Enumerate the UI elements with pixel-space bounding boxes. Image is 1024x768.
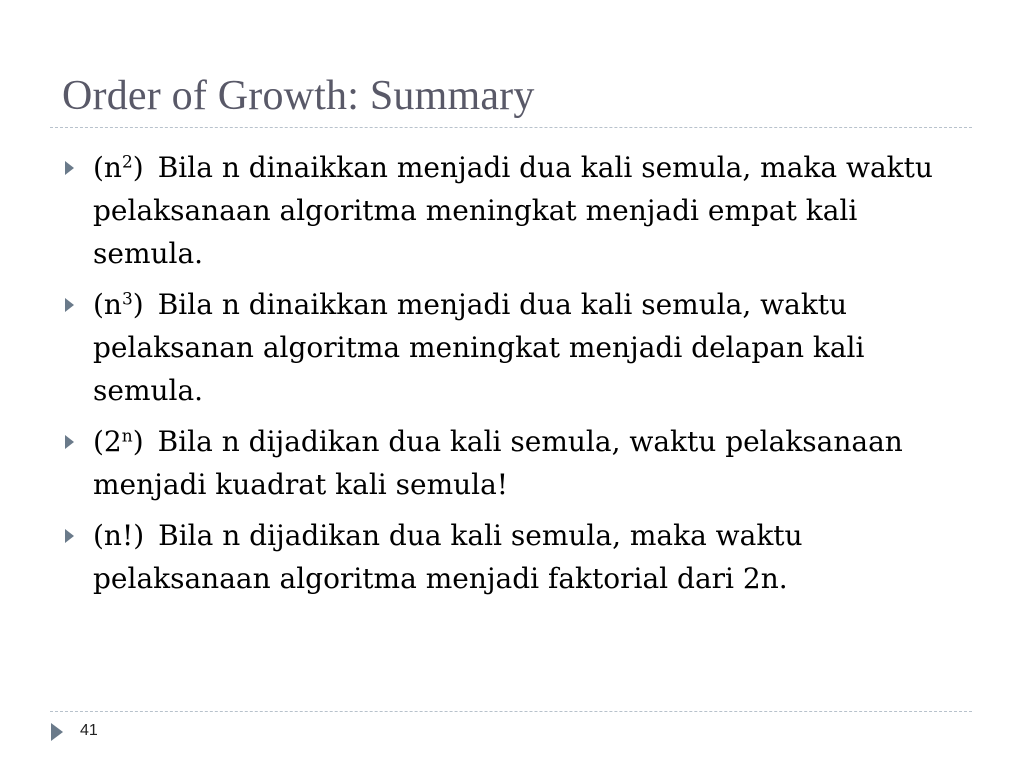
complexity-notation: $(n^3)$ — [93, 288, 144, 321]
triangle-right-icon — [65, 529, 74, 543]
slide-title: Order of Growth: Summary — [62, 73, 535, 119]
complexity-notation: (n!) — [93, 519, 145, 552]
bullet-text: Bila n dijadikan dua kali semula, maka waktu pelaksanaan algoritma menjadi faktorial dari 2n. — [93, 519, 803, 595]
complexity-notation: $(n^2)$ — [93, 151, 144, 184]
bullet-item — [63, 283, 963, 412]
bullet-text: Bila n dinaikkan menjadi dua kali semula, maka waktu pelaksanaan algoritma meningkat menjadi empat kali semula. — [93, 151, 933, 270]
bullet-list — [63, 146, 963, 608]
bullet-item — [63, 146, 963, 275]
bullet-text: Bila n dijadikan dua kali semula, waktu pelaksanaan menjadi kuadrat kali semula! — [93, 425, 903, 501]
footer-divider — [50, 711, 972, 712]
triangle-right-icon — [65, 298, 74, 312]
bullet-text: Bila n dinaikkan menjadi dua kali semula, waktu pelaksanan algoritma meningkat menjadi delapan kali semula. — [93, 288, 865, 407]
page-number: 41 — [80, 722, 98, 739]
title-divider — [50, 127, 972, 128]
triangle-right-icon — [65, 435, 74, 449]
bullet-item — [63, 420, 963, 506]
bullet-item — [63, 514, 963, 600]
triangle-right-icon — [51, 723, 63, 741]
triangle-right-icon — [65, 161, 74, 175]
complexity-notation: (2$^n$) — [93, 425, 144, 458]
